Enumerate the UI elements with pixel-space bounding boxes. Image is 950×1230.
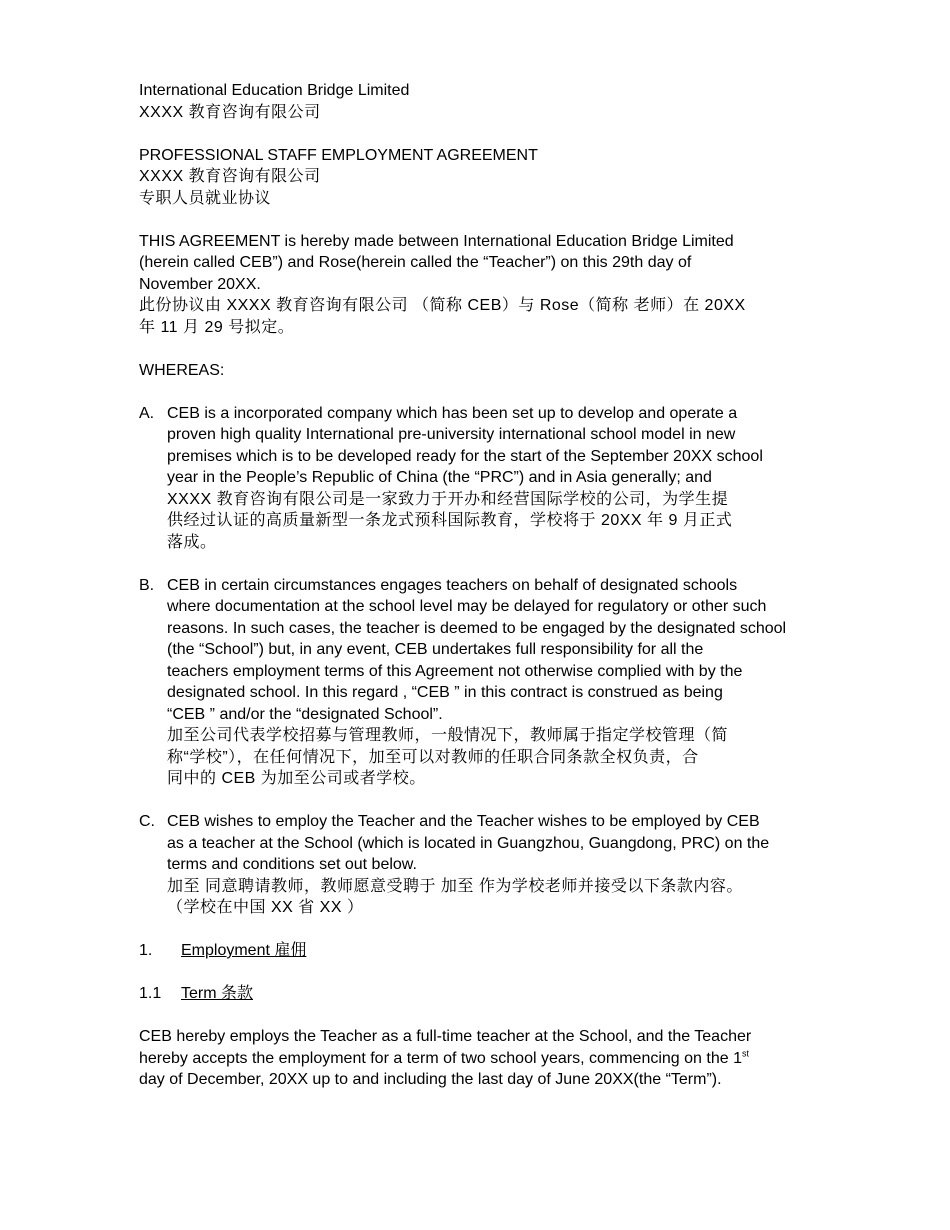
clause-line-zh: 加至 同意聘请教师，教师愿意受聘于 加至 作为学校老师并接受以下条款内容。 (167, 877, 743, 895)
clause-line: terms and conditions set out below. (167, 856, 417, 873)
clause-line: premises which is to be developed ready for the start of the September 20XX school (167, 447, 763, 465)
intro-line: (herein called CEB”) and Rose(herein called the “Teacher”) on this 29th day of (139, 254, 692, 271)
clause-line-zh: 供经过认证的高质量新型一条龙式预科国际教育，学校将于 20XX 年 9 月正式 (167, 512, 733, 529)
clause-line-zh: （学校在中国 XX 省 XX ） (167, 899, 364, 916)
clause-line-zh: 落成。 (167, 533, 217, 551)
intro-paragraph (139, 231, 859, 339)
clause-line: reasons. In such cases, the teacher is deemed to be engaged by the designated school (167, 619, 787, 637)
clause-line: (the “School”) but, in any event, CEB undertakes full responsibility for all the (167, 641, 704, 658)
agreement-title-block (139, 145, 859, 210)
company-name-en: International Education Bridge Limited (139, 82, 410, 99)
term-line (139, 1048, 859, 1070)
term-line: CEB hereby employs the Teacher as a full-time teacher at the School, and the Teacher (139, 1028, 752, 1045)
clause-line: year in the People’s Republic of China (the “PRC”) and in Asia generally; and (167, 469, 712, 486)
clause-line: proven high quality International pre-university international school model in new (167, 426, 736, 443)
intro-line: November 20XX. (139, 275, 261, 293)
agreement-title-en: PROFESSIONAL STAFF EMPLOYMENT AGREEMENT (139, 146, 538, 164)
clause-marker: A. (139, 404, 155, 422)
section-title: Employment 雇佣 (181, 942, 307, 959)
clause-line: “CEB ” and/or the “designated School”. (167, 705, 443, 723)
agreement-title-zh: 专职人员就业协议 (139, 189, 272, 207)
section-number: 1. (139, 942, 153, 959)
clause-line: CEB is a incorporated company which has been set up to develop and operate a (167, 404, 738, 422)
term-line-text: hereby accepts the employment for a term of two school years, commencing on the 1 (139, 1049, 742, 1067)
clause-line: designated school. In this regard , “CEB ” in this contract is construed as being (167, 684, 723, 701)
section-1-1-heading (139, 983, 859, 1005)
clause-line: CEB wishes to employ the Teacher and the Teacher wishes to be employed by CEB (167, 813, 760, 830)
term-line: day of December, 20XX up to and including the last day of June 20XX(the “Term”). (139, 1071, 722, 1088)
clause-line: as a teacher at the School (which is located in Guangzhou, Guangdong, PRC) on the (167, 834, 770, 852)
whereas-heading (139, 360, 859, 382)
company-header (139, 80, 859, 123)
document-page (139, 80, 859, 1112)
clause-line: teachers employment terms of this Agreement not otherwise complied with by the (167, 662, 743, 680)
clause-b (139, 575, 859, 790)
clause-marker: C. (139, 813, 155, 830)
clause-line-zh: 同中的 CEB 为加至公司或者学校。 (167, 770, 426, 787)
term-paragraph (139, 1026, 859, 1091)
clause-line: where documentation at the school level may be delayed for regulatory or other such (167, 598, 767, 615)
clause-line: CEB in certain circumstances engages teachers on behalf of designated schools (167, 576, 738, 594)
clause-marker: B. (139, 576, 155, 594)
company-name-zh: XXXX 教育咨询有限公司 (139, 103, 321, 121)
section-number: 1.1 (139, 985, 162, 1002)
intro-line: THIS AGREEMENT is hereby made between International Education Bridge Limited (139, 232, 734, 250)
whereas-label: WHEREAS: (139, 361, 225, 379)
intro-line-zh: 此份协议由 XXXX 教育咨询有限公司 （简称 CEB）与 Rose（简称 老师）在 20XX (139, 297, 746, 314)
section-title: Term 条款 (181, 985, 254, 1002)
ordinal-superscript: st (741, 1048, 749, 1059)
clause-c (139, 811, 859, 919)
clause-line-zh: 称“学校”），在任何情况下，加至可以对教师的任职合同条款全权负责，合 (167, 748, 699, 766)
clause-line-zh: XXXX 教育咨询有限公司是一家致力于开办和经营国际学校的公司，为学生提 (167, 490, 729, 508)
intro-line-zh: 年 11 月 29 号拟定。 (139, 318, 295, 336)
clause-a (139, 403, 859, 554)
clause-line-zh: 加至公司代表学校招募与管理教师，一般情况下，教师属于指定学校管理（简 (167, 727, 729, 744)
section-1-heading (139, 940, 859, 962)
agreement-company-zh: XXXX 教育咨询有限公司 (139, 168, 321, 185)
